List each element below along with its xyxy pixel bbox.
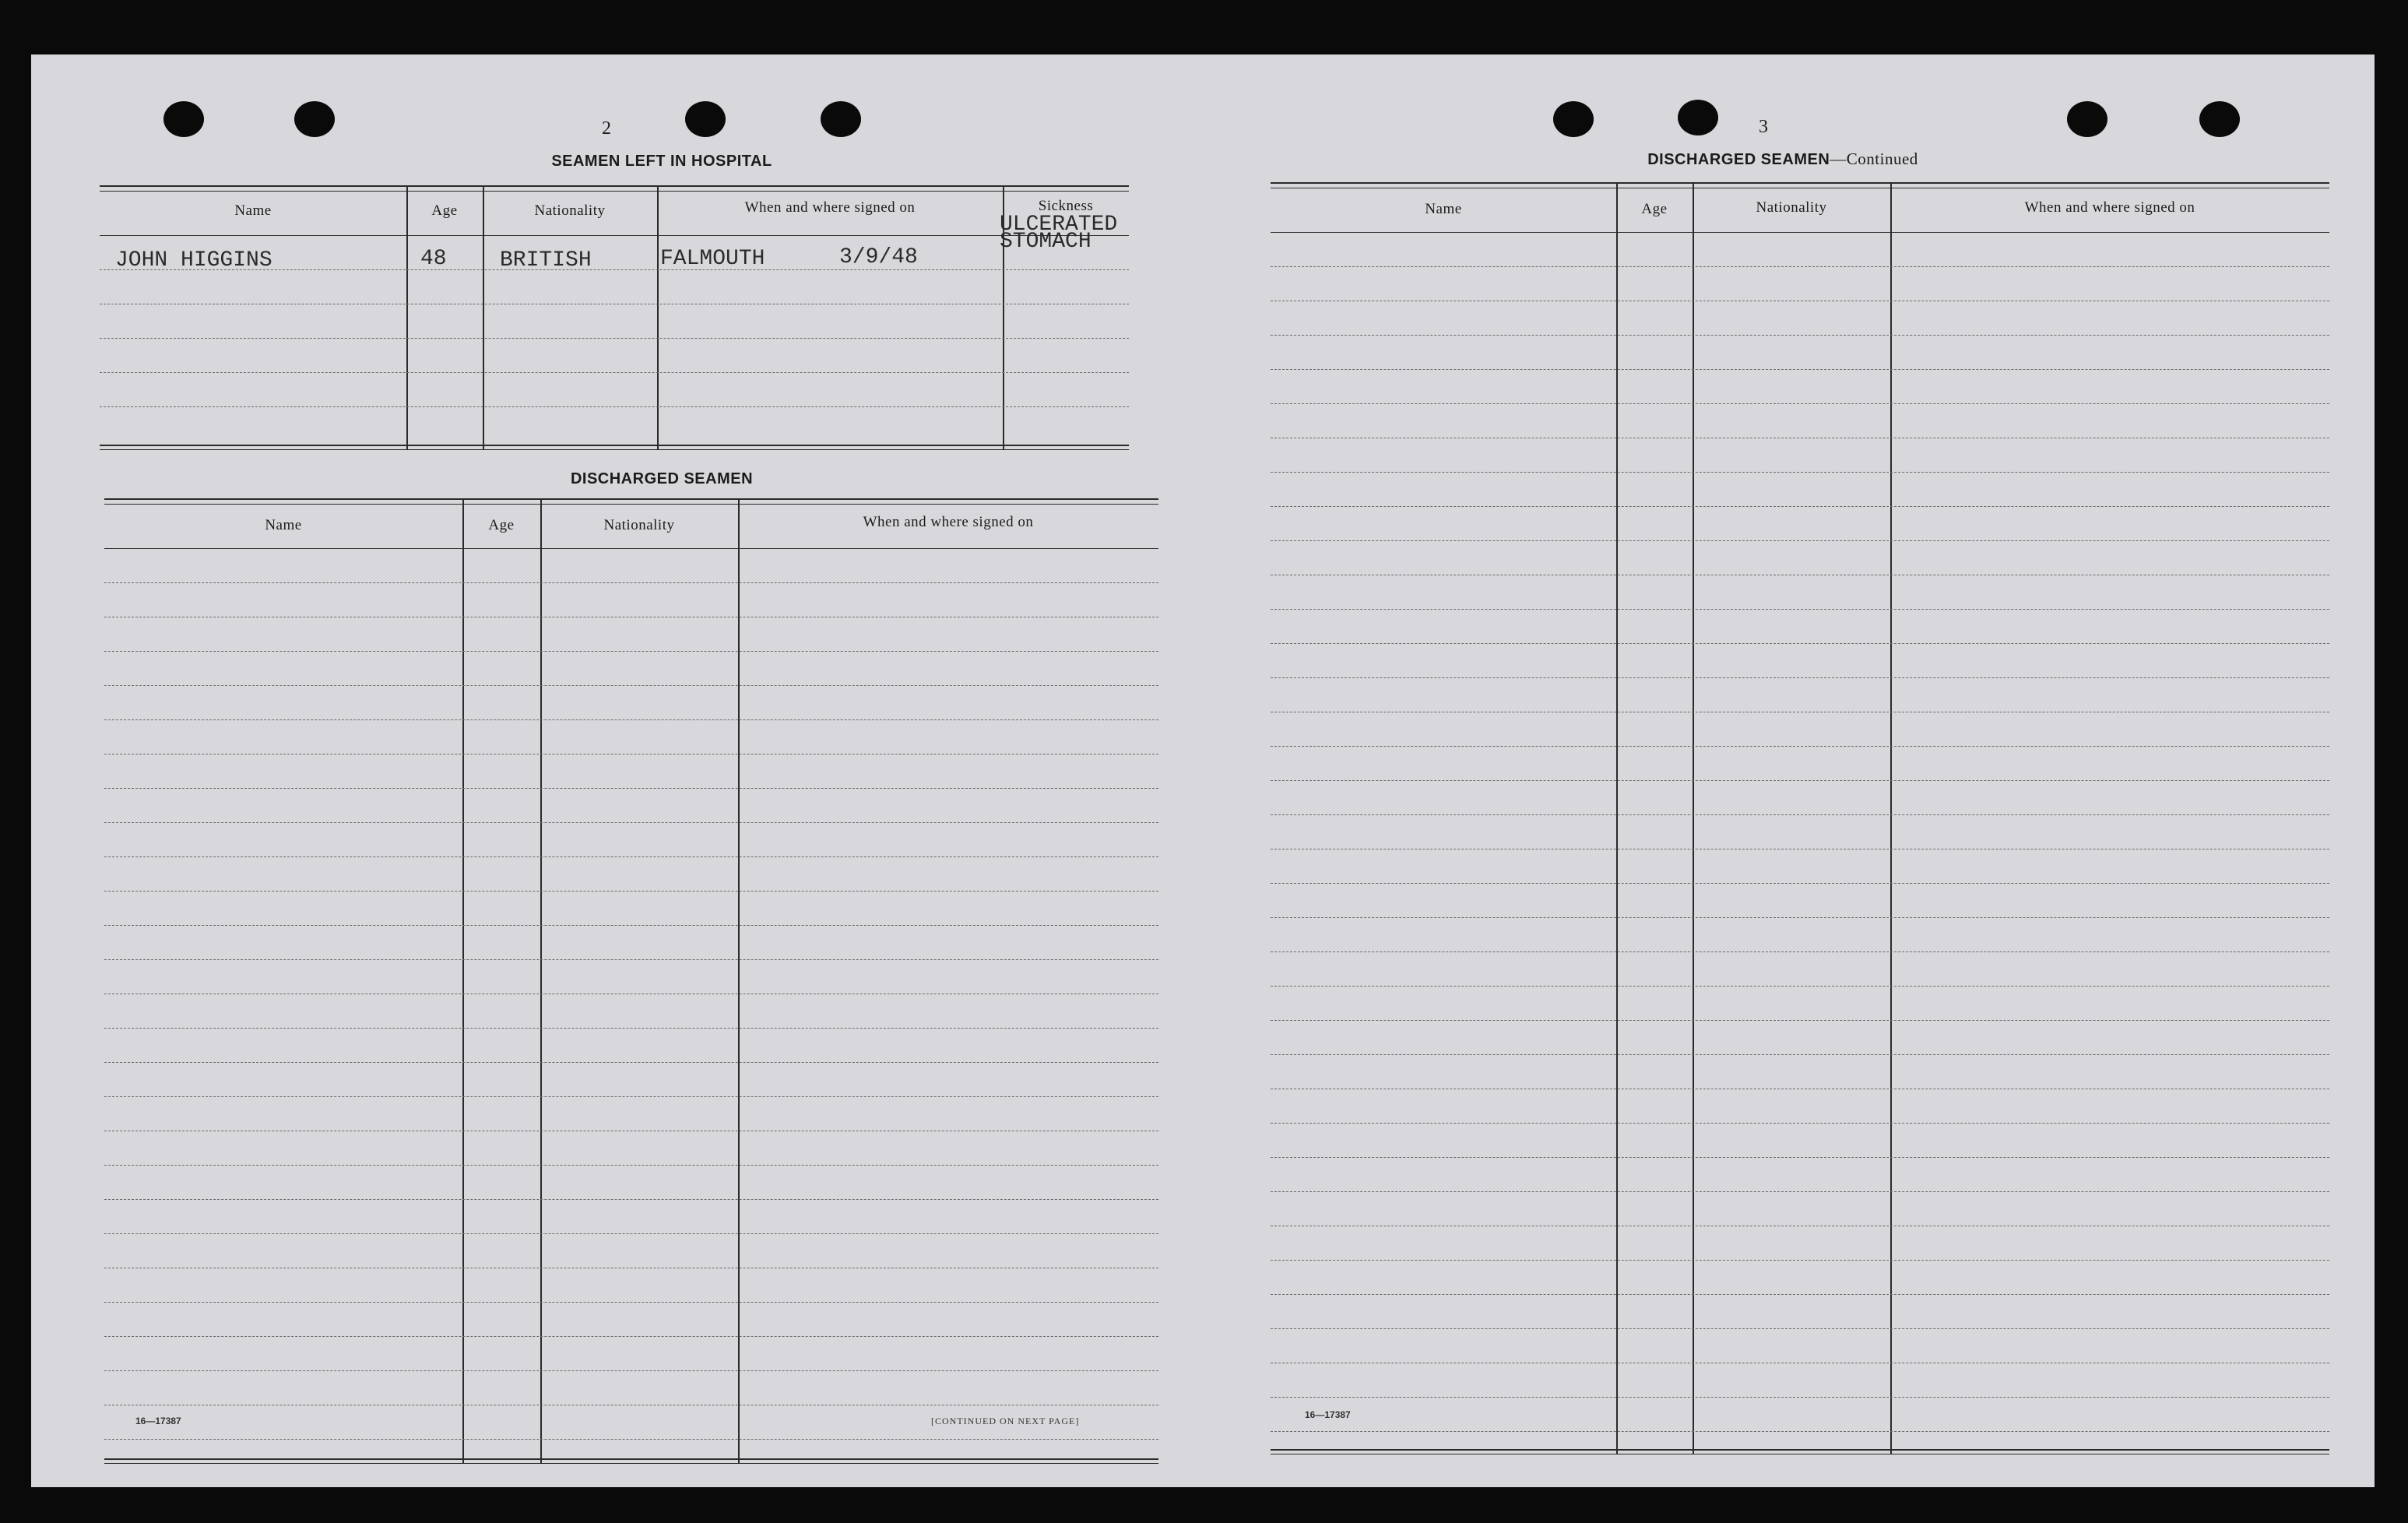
table-row xyxy=(1271,780,2329,781)
table-row xyxy=(1271,677,2329,678)
punch-hole xyxy=(1678,100,1718,135)
table-row xyxy=(104,1233,1158,1234)
table-row xyxy=(104,1370,1158,1371)
column-header-signed-on: When and where signed on xyxy=(2024,199,2195,216)
table-row xyxy=(104,856,1158,857)
punch-hole xyxy=(685,101,726,137)
table-row xyxy=(1271,1294,2329,1295)
table-row xyxy=(1271,1191,2329,1192)
table-row xyxy=(100,338,1129,339)
table-row xyxy=(104,1336,1158,1337)
table-row xyxy=(104,651,1158,652)
table-row xyxy=(1271,986,2329,987)
hospital-section-title: SEAMEN LEFT IN HOSPITAL xyxy=(551,153,772,170)
column-header-name: Name xyxy=(265,517,302,533)
page-number-right: 3 xyxy=(1759,117,1768,137)
entry-sickness-line2: STOMACH xyxy=(1000,230,1092,254)
table-row xyxy=(100,406,1129,407)
form-number-right: 16—17387 xyxy=(1305,1409,1351,1420)
table-row xyxy=(104,959,1158,960)
table-row xyxy=(104,719,1158,720)
punch-hole xyxy=(2199,101,2240,137)
table-row xyxy=(1271,369,2329,370)
table-row xyxy=(1271,506,2329,507)
punch-hole xyxy=(294,101,335,137)
table-row xyxy=(1271,951,2329,952)
table-row xyxy=(1271,1020,2329,1021)
table-row xyxy=(104,1302,1158,1303)
document-sheet xyxy=(31,55,2375,1487)
entry-place: FALMOUTH xyxy=(660,247,765,271)
table-row xyxy=(104,685,1158,686)
punch-hole xyxy=(1553,101,1594,137)
table-row xyxy=(1271,403,2329,404)
discharged-continued-title xyxy=(1510,149,2055,169)
table-row xyxy=(1271,1157,2329,1158)
entry-nationality: BRITISH xyxy=(500,248,592,273)
entry-date: 3/9/48 xyxy=(839,245,918,269)
table-row xyxy=(1271,1431,2329,1432)
table-row xyxy=(104,788,1158,789)
table-row xyxy=(104,822,1158,823)
table-row xyxy=(1271,1397,2329,1398)
column-header-nationality: Nationality xyxy=(1756,199,1827,216)
column-header-nationality: Nationality xyxy=(534,202,606,219)
table-row xyxy=(104,582,1158,583)
table-row xyxy=(1271,814,2329,815)
table-row xyxy=(1271,917,2329,918)
table-row xyxy=(104,1199,1158,1200)
punch-hole xyxy=(163,101,204,137)
column-header-age: Age xyxy=(1641,201,1668,217)
hospital-table xyxy=(100,185,1129,450)
discharged-table-left xyxy=(104,498,1158,1464)
column-header-signed-on: When and where signed on xyxy=(863,514,1034,530)
table-row xyxy=(104,891,1158,892)
column-header-age: Age xyxy=(431,202,458,219)
column-header-nationality: Nationality xyxy=(603,517,675,533)
table-row xyxy=(1271,1123,2329,1124)
discharged-table-right xyxy=(1271,182,2329,1454)
title-continued: —Continued xyxy=(1830,149,1918,168)
column-header-sickness: Sickness xyxy=(1038,198,1094,214)
table-row xyxy=(104,1165,1158,1166)
table-row xyxy=(1271,643,2329,644)
table-row xyxy=(1271,1328,2329,1329)
table-row xyxy=(1271,472,2329,473)
table-row xyxy=(100,372,1129,373)
punch-hole xyxy=(2067,101,2107,137)
table-row xyxy=(1271,266,2329,267)
table-row xyxy=(104,1062,1158,1063)
table-row xyxy=(104,925,1158,926)
table-row xyxy=(1271,883,2329,884)
continued-note: [CONTINUED ON NEXT PAGE] xyxy=(931,1416,1080,1426)
table-row xyxy=(1271,609,2329,610)
table-row xyxy=(104,1096,1158,1097)
table-row xyxy=(104,1028,1158,1029)
entry-age: 48 xyxy=(420,247,447,271)
column-header-name: Name xyxy=(1425,201,1462,217)
punch-hole xyxy=(821,101,861,137)
entry-sickness-line1: ULCERATED xyxy=(1000,213,1118,237)
entry-name: JOHN HIGGINS xyxy=(115,248,272,273)
table-row xyxy=(1271,746,2329,747)
column-header-age: Age xyxy=(488,517,515,533)
table-row xyxy=(1271,540,2329,541)
table-row xyxy=(1271,1054,2329,1055)
form-number-left: 16—17387 xyxy=(135,1416,181,1426)
column-header-signed-on: When and where signed on xyxy=(744,199,916,216)
discharged-section-title: DISCHARGED SEAMEN xyxy=(570,470,754,487)
table-row xyxy=(1271,335,2329,336)
page-number-left: 2 xyxy=(602,118,611,139)
title-main: DISCHARGED SEAMEN xyxy=(1647,151,1830,168)
column-header-name: Name xyxy=(234,202,272,219)
table-row xyxy=(104,1439,1158,1440)
table-row xyxy=(1271,1260,2329,1261)
